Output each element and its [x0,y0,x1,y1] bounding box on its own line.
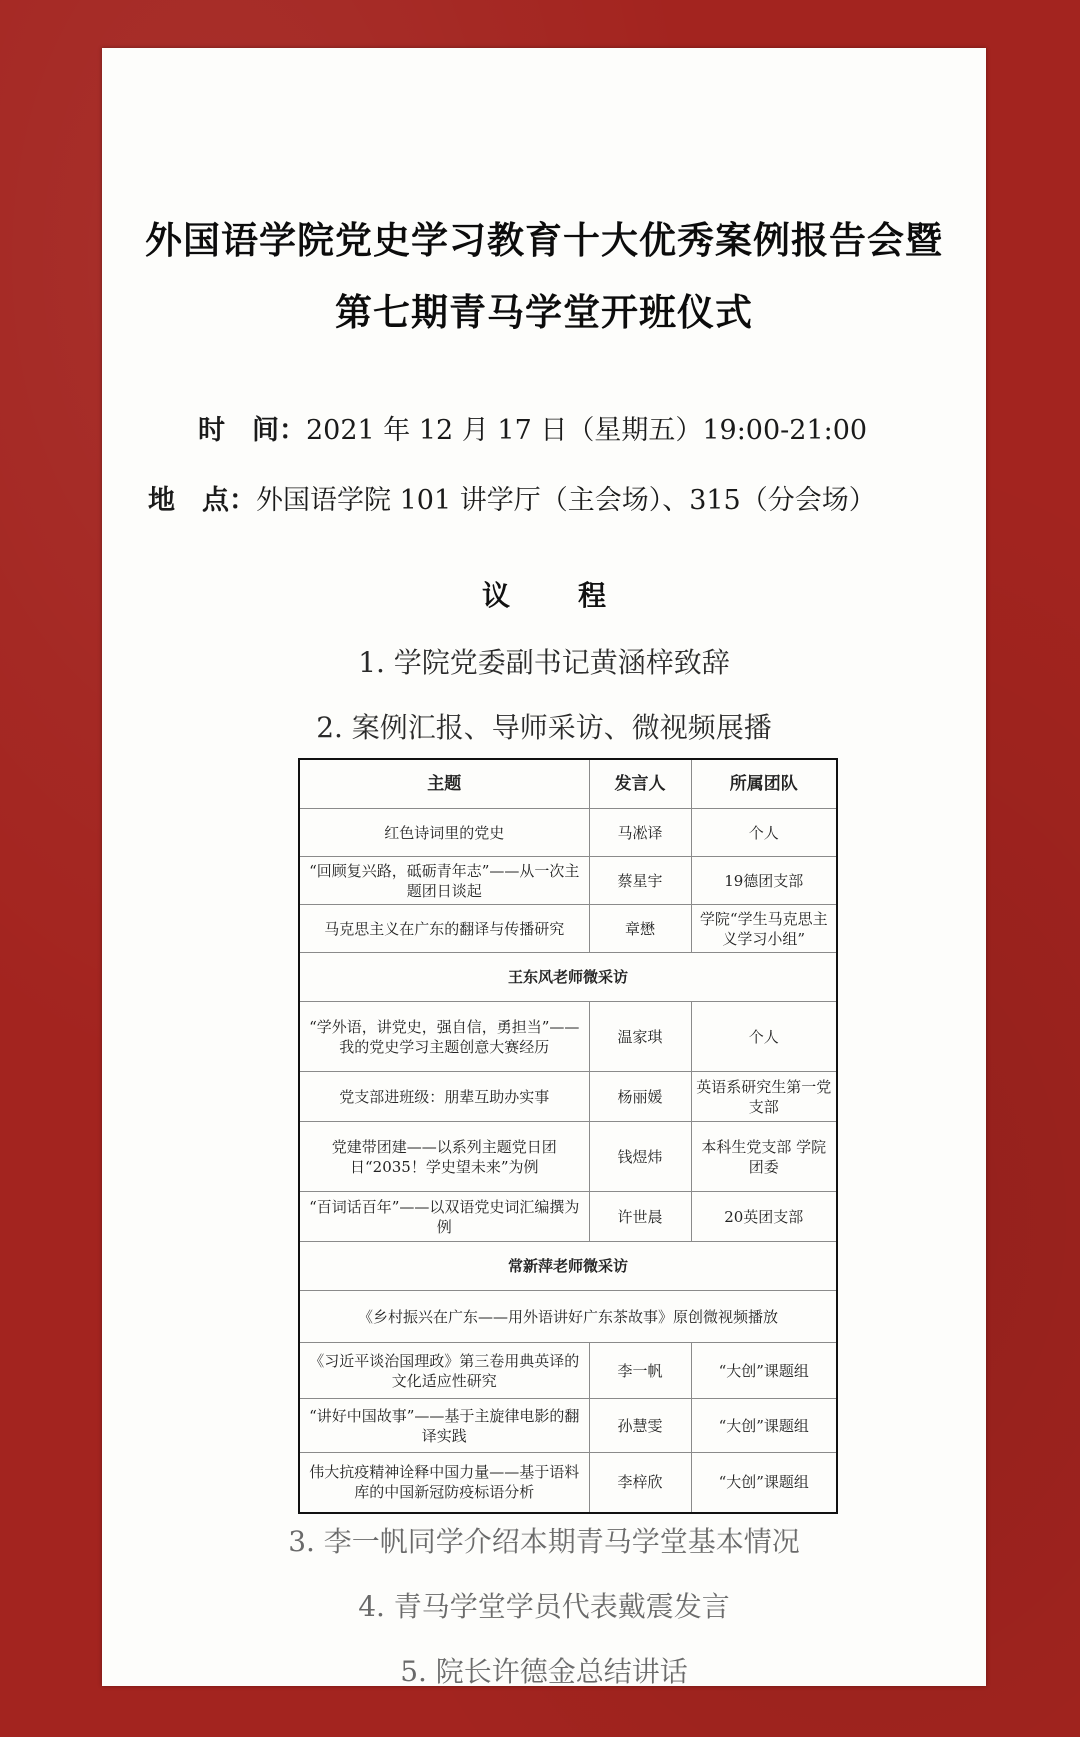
cell-speaker: 钱煜炜 [589,1122,691,1192]
cell-speaker: 杨丽媛 [589,1072,691,1122]
cell-speaker: 马凇译 [589,809,691,857]
cell-topic: “百词话百年”——以双语党史词汇编撰为例 [299,1192,589,1242]
agenda-table [298,758,838,1514]
agenda-item-1: 1. 学院党委副书记黄涵梓致辞 [358,646,730,679]
table-row [299,1453,837,1513]
header-team: 所属团队 [691,759,837,809]
cell-topic: 党建带团建——以系列主题党日团日“2035！学史望未来”为例 [299,1122,589,1192]
agenda-item-4: 4. 青马学堂学员代表戴震发言 [358,1590,730,1623]
cell-speaker: 李一帆 [589,1343,691,1399]
agenda-heading: 议 程 [481,579,626,612]
cell-team: 20英团支部 [691,1192,837,1242]
time-value: 2021 年 12 月 17 日（星期五）19:00-21:00 [306,415,868,446]
cell-team: “大创”课题组 [691,1399,837,1453]
agenda-item-5: 5. 院长许德金总结讲话 [400,1655,688,1688]
poster-title-line2: 第七期青马学堂开班仪式 [335,290,753,334]
cell-speaker: 孙慧雯 [589,1399,691,1453]
cell-speaker: 许世晨 [589,1192,691,1242]
cell-speaker: 温家琪 [589,1002,691,1072]
section-video-screening: 《乡村振兴在广东——用外语讲好广东茶故事》原创微视频播放 [299,1291,837,1343]
cell-topic: “回顾复兴路，砥砺青年志”——从一次主题团日谈起 [299,857,589,905]
time-label: 时 间： [198,415,306,446]
cell-topic: “讲好中国故事”——基于主旋律电影的翻译实践 [299,1399,589,1453]
table-row [299,1072,837,1122]
section-interview-wang: 王东风老师微采访 [299,953,837,1002]
cell-speaker: 蔡星宇 [589,857,691,905]
cell-team: 19德团支部 [691,857,837,905]
cell-speaker: 章懋 [589,905,691,953]
event-time [198,408,867,447]
header-speaker: 发言人 [589,759,691,809]
agenda-item-2: 2. 案例汇报、导师采访、微视频展播 [316,711,772,744]
cell-topic: 党支部进班级：朋辈互助办实事 [299,1072,589,1122]
cell-topic: 马克思主义在广东的翻译与传播研究 [299,905,589,953]
table-row [299,1343,837,1399]
cell-team: 本科生党支部 学院团委 [691,1122,837,1192]
table-section-row [299,1242,837,1291]
cell-speaker: 李梓欣 [589,1453,691,1513]
cell-topic: “学外语，讲党史，强自信，勇担当”——我的党史学习主题创意大赛经历 [299,1002,589,1072]
table-row [299,809,837,857]
place-label: 地 点： [148,485,256,516]
table-row [299,857,837,905]
table-header-row [299,759,837,809]
table-row [299,905,837,953]
table-row [299,1192,837,1242]
cell-team: 个人 [691,1002,837,1072]
table-section-row [299,953,837,1002]
cell-topic: 红色诗词里的党史 [299,809,589,857]
section-interview-chang: 常新萍老师微采访 [299,1242,837,1291]
event-place [148,478,876,517]
table-row [299,1399,837,1453]
cell-topic: 伟大抗疫精神诠释中国力量——基于语料库的中国新冠防疫标语分析 [299,1453,589,1513]
cell-topic: 《习近平谈治国理政》第三卷用典英译的文化适应性研究 [299,1343,589,1399]
agenda-item-3: 3. 李一帆同学介绍本期青马学堂基本情况 [288,1525,800,1558]
table-row [299,1002,837,1072]
cell-team: 学院“学生马克思主义学习小组” [691,905,837,953]
cell-team: “大创”课题组 [691,1453,837,1513]
poster-title-line1: 外国语学院党史学习教育十大优秀案例报告会暨 [145,218,943,262]
cell-team: 个人 [691,809,837,857]
place-value: 外国语学院 101 讲学厅（主会场）、315（分会场） [256,485,876,516]
cell-team: 英语系研究生第一党支部 [691,1072,837,1122]
header-topic: 主题 [299,759,589,809]
table-section-row [299,1291,837,1343]
table-row [299,1122,837,1192]
cell-team: “大创”课题组 [691,1343,837,1399]
poster-paper [102,48,986,1686]
